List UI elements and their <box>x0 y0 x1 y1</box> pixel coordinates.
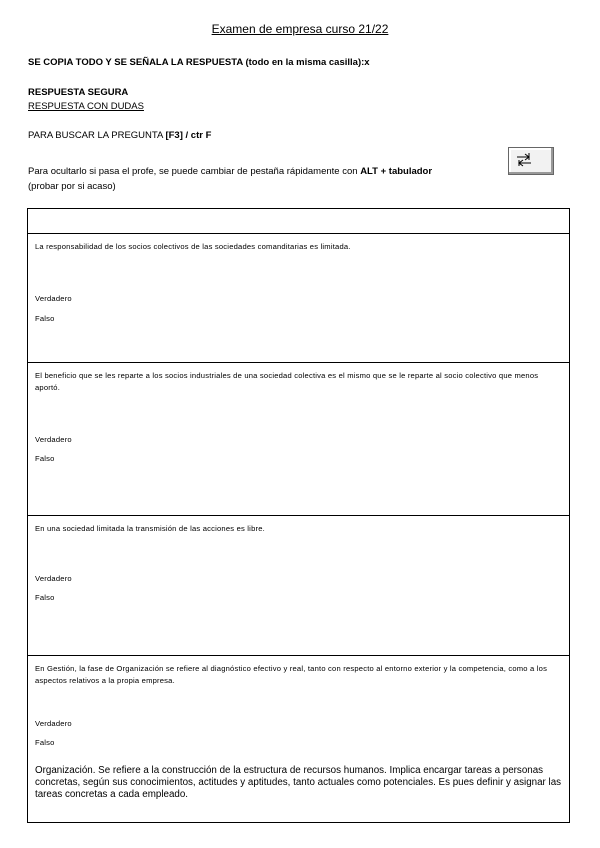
question-row <box>28 363 569 516</box>
question-text: En Gestión, la fase de Organización se refiere al diagnóstico efectivo y real, tanto con respecto al entorno exterior y la competencia, como a los aspectos relativos a la propia empresa. <box>35 664 548 685</box>
search-hint <box>28 130 211 141</box>
option-false: Falso <box>35 738 55 747</box>
option-false: Falso <box>35 593 55 602</box>
legend-doubt-answer: RESPUESTA CON DUDAS <box>28 101 144 112</box>
hide-hint-note: (probar por si acaso) <box>28 181 116 192</box>
question-row <box>28 234 569 363</box>
legend-sure-answer: RESPUESTA SEGURA <box>28 87 129 98</box>
hide-hint-text: Para ocultarlo si pasa el profe, se puede cambiar de pestaña rápidamente con <box>28 166 361 177</box>
question-row <box>28 516 569 656</box>
search-hint-text: PARA BUSCAR LA PREGUNTA <box>28 130 166 141</box>
tab-key-icon <box>508 147 554 175</box>
option-true: Verdadero <box>35 574 72 583</box>
hide-hint-keys: ALT + tabulador <box>360 166 433 177</box>
question-text: En una sociedad limitada la transmisión de las acciones es libre. <box>35 524 265 533</box>
question-row <box>28 656 569 822</box>
answer-explanation: Organización. Se refiere a la construcción de la estructura de recursos humanos. Implica encargar tareas a personas concretas, según sus conocimientos, actitudes y aptitudes, tanto actuales como potenciales. Es pues definir y asignar las tareas concretas a cada empleado. <box>35 765 562 800</box>
copy-instruction: SE COPIA TODO Y SE SEÑALA LA RESPUESTA (todo en la misma casilla):x <box>28 57 370 68</box>
option-false: Falso <box>35 314 55 323</box>
table-header-row <box>28 209 569 234</box>
questions-table <box>27 208 570 823</box>
option-true: Verdadero <box>35 435 72 444</box>
question-text: El beneficio que se les reparte a los socios industriales de una sociedad colectiva es el mismo que se le reparte al socio colectivo que menos aportó. <box>35 371 539 392</box>
option-true: Verdadero <box>35 719 72 728</box>
option-false: Falso <box>35 454 55 463</box>
page-title: Examen de empresa curso 21/22 <box>211 22 389 36</box>
search-hint-keys: [F3] / ctr F <box>165 130 212 141</box>
hide-hint <box>28 166 432 177</box>
question-text: La responsabilidad de los socios colectivos de las sociedades comanditarias es limitada. <box>35 242 351 251</box>
option-true: Verdadero <box>35 294 72 303</box>
